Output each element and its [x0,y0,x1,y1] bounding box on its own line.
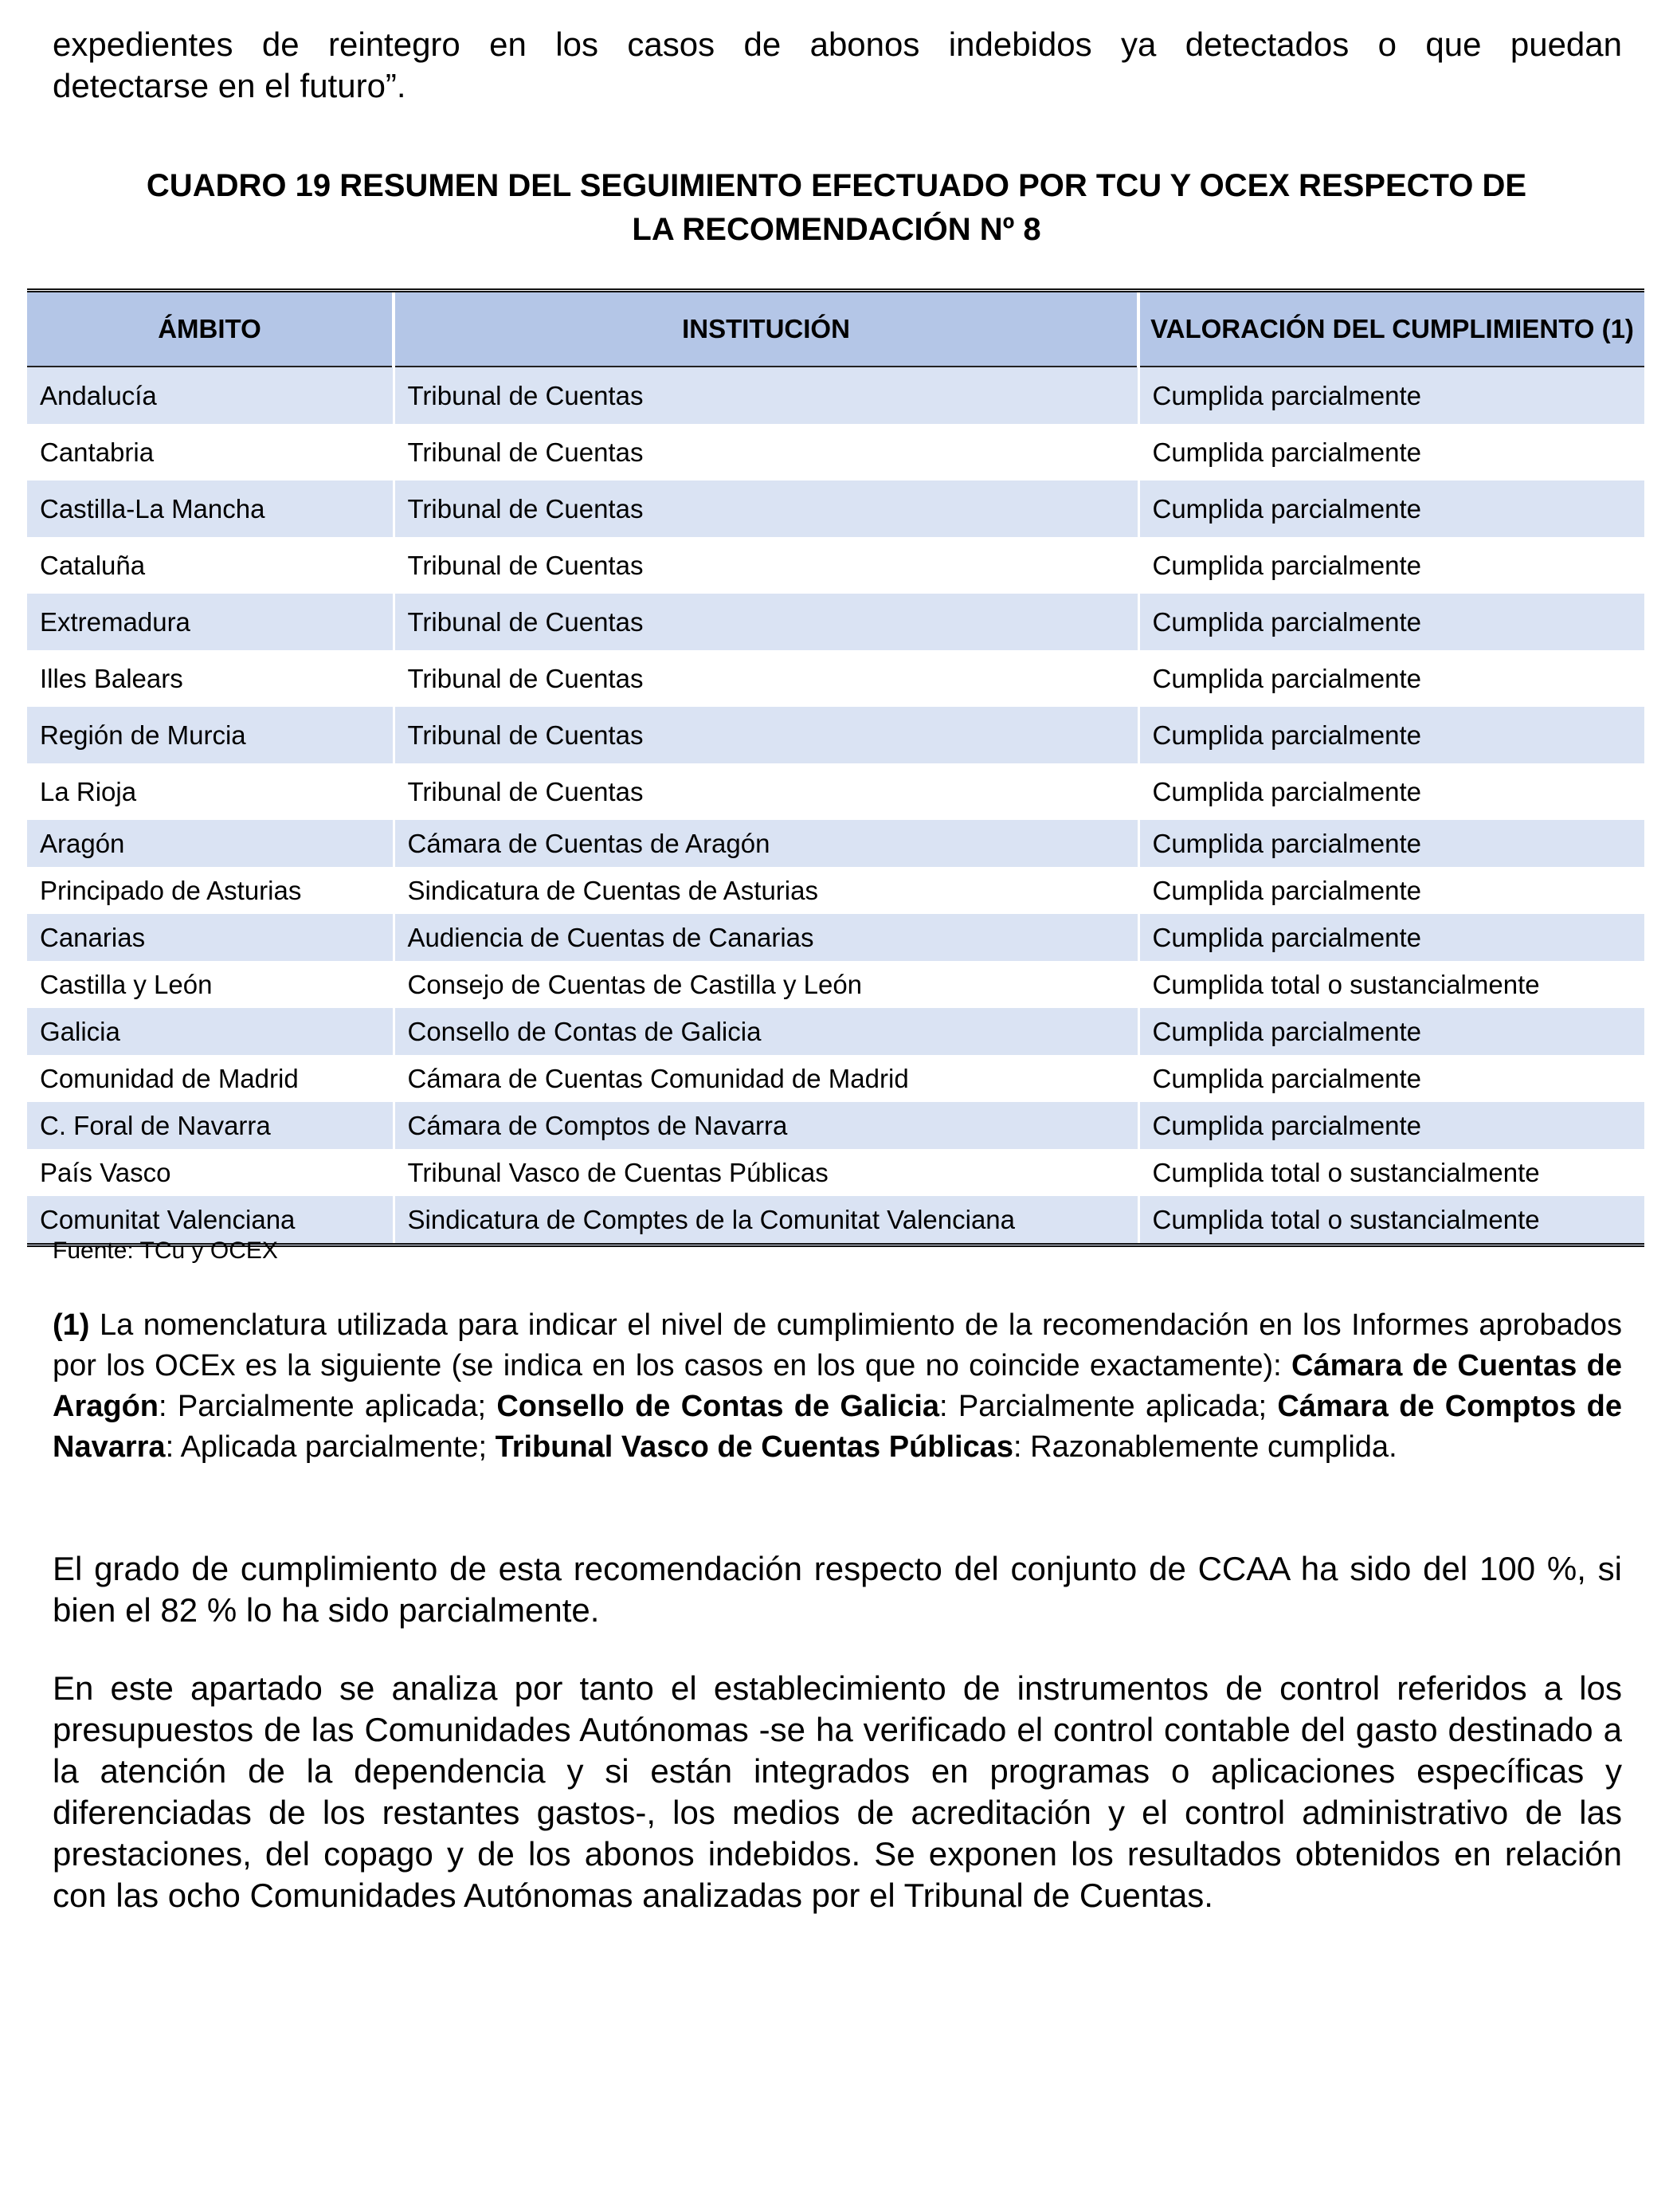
cell-ambito: Extremadura [27,594,394,650]
cell-institucion: Sindicatura de Cuentas de Asturias [394,867,1138,914]
cell-valoracion: Cumplida parcialmente [1152,776,1421,806]
cell-valoracion: Cumplida parcialmente [1138,480,1644,537]
cell-ambito: La Rioja [27,763,394,820]
cell-valoracion: Cumplida parcialmente [1152,550,1421,580]
cell-institucion: Cámara de Cuentas Comunidad de Madrid [394,1055,1138,1102]
footnote-val-2: : Parcialmente aplicada; [939,1390,1278,1423]
cell-ambito: Castilla-La Mancha [27,480,394,537]
cell-ambito: Región de Murcia [27,707,394,763]
cell-institucion: Tribunal de Cuentas [394,367,1138,424]
table-source: Fuente: TCu y OCEX [53,1237,278,1264]
cell-ambito: Galicia [27,1008,394,1055]
footnote-val-4: : Razonablemente cumplida. [1013,1430,1397,1464]
cell-institucion: Tribunal de Cuentas [394,707,1138,763]
cell-institucion: Tribunal de Cuentas [394,594,1138,650]
footnote-text: La nomenclatura utilizada para indicar el nivel de cumplimiento de la recomendación en los Informes aprobados por los OCEx es la siguiente (se indica en los casos en los que no coincide exactamente): [53,1308,1622,1382]
table-row [27,1102,1644,1149]
footnote-marker: (1) [53,1308,90,1342]
cell-valoracion: Cumplida total o sustancialmente [1152,969,1540,999]
footnote-val-3: : Aplicada parcialmente; [165,1430,496,1464]
table-header-row [27,291,1644,367]
table-title-line-1: CUADRO 19 RESUMEN DEL SEGUIMIENTO EFECTUADO POR TCU Y OCEX RESPECTO DE [146,168,1527,203]
header-ambito: ÁMBITO [27,291,394,367]
table-row [27,1055,1644,1102]
cell-institucion: Consejo de Cuentas de Castilla y León [394,961,1138,1008]
table-row [27,367,1644,424]
header-institucion: INSTITUCIÓN [394,291,1138,367]
cell-valoracion: Cumplida parcialmente [1138,594,1644,650]
table-row [27,480,1644,537]
analysis-paragraph: En este apartado se analiza por tanto el establecimiento de instrumentos de control referidos a los presupuestos de las Comunidades Autónomas -se ha verificado el control contable del gasto destinado a la atención de la dependencia y si están integrados en programas o aplicaciones específicas y diferenciadas de los restantes gastos-, los medios de acreditación y el control administrativo de las prestaciones, del copago y de los abonos indebidos. Se exponen los resultados obtenidos en relación con las ocho Comunidades Autónomas analizadas por el Tribunal de Cuentas. [53,1669,1622,1914]
footnote-inst-3: Cámara de Comptos de Navarra [53,1390,1622,1464]
footnote-inst-1: Cámara de Cuentas de Aragón [53,1349,1622,1423]
footnote-inst-4: Tribunal Vasco de Cuentas Públicas [495,1430,1014,1464]
footnote-val-1: : Parcialmente aplicada; [159,1390,497,1423]
cell-valoracion: Cumplida total o sustancialmente [1152,1157,1540,1187]
cell-institucion: Tribunal de Cuentas [394,650,1138,707]
cell-valoracion: Cumplida parcialmente [1152,663,1421,693]
table-title [32,164,1641,252]
intro-paragraph [53,24,1622,107]
table-row [27,650,1644,707]
cell-ambito: Comunidad de Madrid [27,1055,394,1102]
cell-ambito: Canarias [27,914,394,961]
cell-ambito: Aragón [27,820,394,867]
cell-ambito: Comunitat Valenciana [27,1196,394,1245]
cell-valoracion: Cumplida parcialmente [1138,1008,1644,1055]
table-row [27,763,1644,820]
footnote-paragraph [53,1305,1622,1468]
table-row [27,1008,1644,1055]
cell-ambito: Andalucía [27,367,394,424]
table-row [27,1149,1644,1196]
compliance-paragraph: El grado de cumplimiento de esta recomendación respecto del conjunto de CCAA ha sido del 100 %, si bien el 82 % lo ha sido parcialmente. [53,1550,1622,1629]
table-row [27,707,1644,763]
cell-ambito: C. Foral de Navarra [27,1102,394,1149]
cell-ambito: Principado de Asturias [27,867,394,914]
cell-ambito: Cataluña [27,537,394,594]
cell-institucion: Tribunal de Cuentas [394,537,1138,594]
table-row [27,594,1644,650]
cell-institucion: Consello de Contas de Galicia [394,1008,1138,1055]
table-row [27,914,1644,961]
cell-institucion: Tribunal de Cuentas [394,480,1138,537]
cell-ambito: Illes Balears [27,650,394,707]
cell-institucion: Cámara de Comptos de Navarra [394,1102,1138,1149]
cell-institucion: Tribunal Vasco de Cuentas Públicas [394,1149,1138,1196]
table-title-line-2: LA RECOMENDACIÓN Nº 8 [632,212,1041,247]
cell-valoracion: Cumplida parcialmente [1138,820,1644,867]
table-row [27,537,1644,594]
cell-valoracion: Cumplida parcialmente [1138,1102,1644,1149]
table-row [27,961,1644,1008]
cell-valoracion: Cumplida total o sustancialmente [1138,1196,1644,1245]
cell-institucion: Tribunal de Cuentas [394,424,1138,480]
summary-table [27,288,1644,1247]
cell-valoracion: Cumplida parcialmente [1138,707,1644,763]
cell-ambito: Cantabria [27,424,394,480]
cell-institucion: Sindicatura de Comptes de la Comunitat Valenciana [394,1196,1138,1245]
cell-valoracion: Cumplida parcialmente [1138,367,1644,424]
cell-institucion: Cámara de Cuentas de Aragón [394,820,1138,867]
cell-valoracion: Cumplida parcialmente [1138,914,1644,961]
cell-ambito: País Vasco [27,1149,394,1196]
cell-institucion: Tribunal de Cuentas [394,763,1138,820]
cell-ambito: Castilla y León [27,961,394,1008]
intro-line-1: expedientes de reintegro en los casos de abonos indebidos ya detectados o que puedan [53,25,1622,63]
cell-valoracion: Cumplida parcialmente [1152,875,1421,905]
cell-valoracion: Cumplida parcialmente [1152,437,1421,467]
footnote-inst-2: Consello de Contas de Galicia [496,1390,940,1423]
table-row [27,820,1644,867]
cell-institucion: Audiencia de Cuentas de Canarias [394,914,1138,961]
table-row [27,424,1644,480]
header-valoracion: VALORACIÓN DEL CUMPLIMIENTO (1) [1138,291,1644,367]
table-row [27,867,1644,914]
intro-line-2: detectarse en el futuro”. [53,67,406,104]
cell-valoracion: Cumplida parcialmente [1152,1063,1421,1093]
